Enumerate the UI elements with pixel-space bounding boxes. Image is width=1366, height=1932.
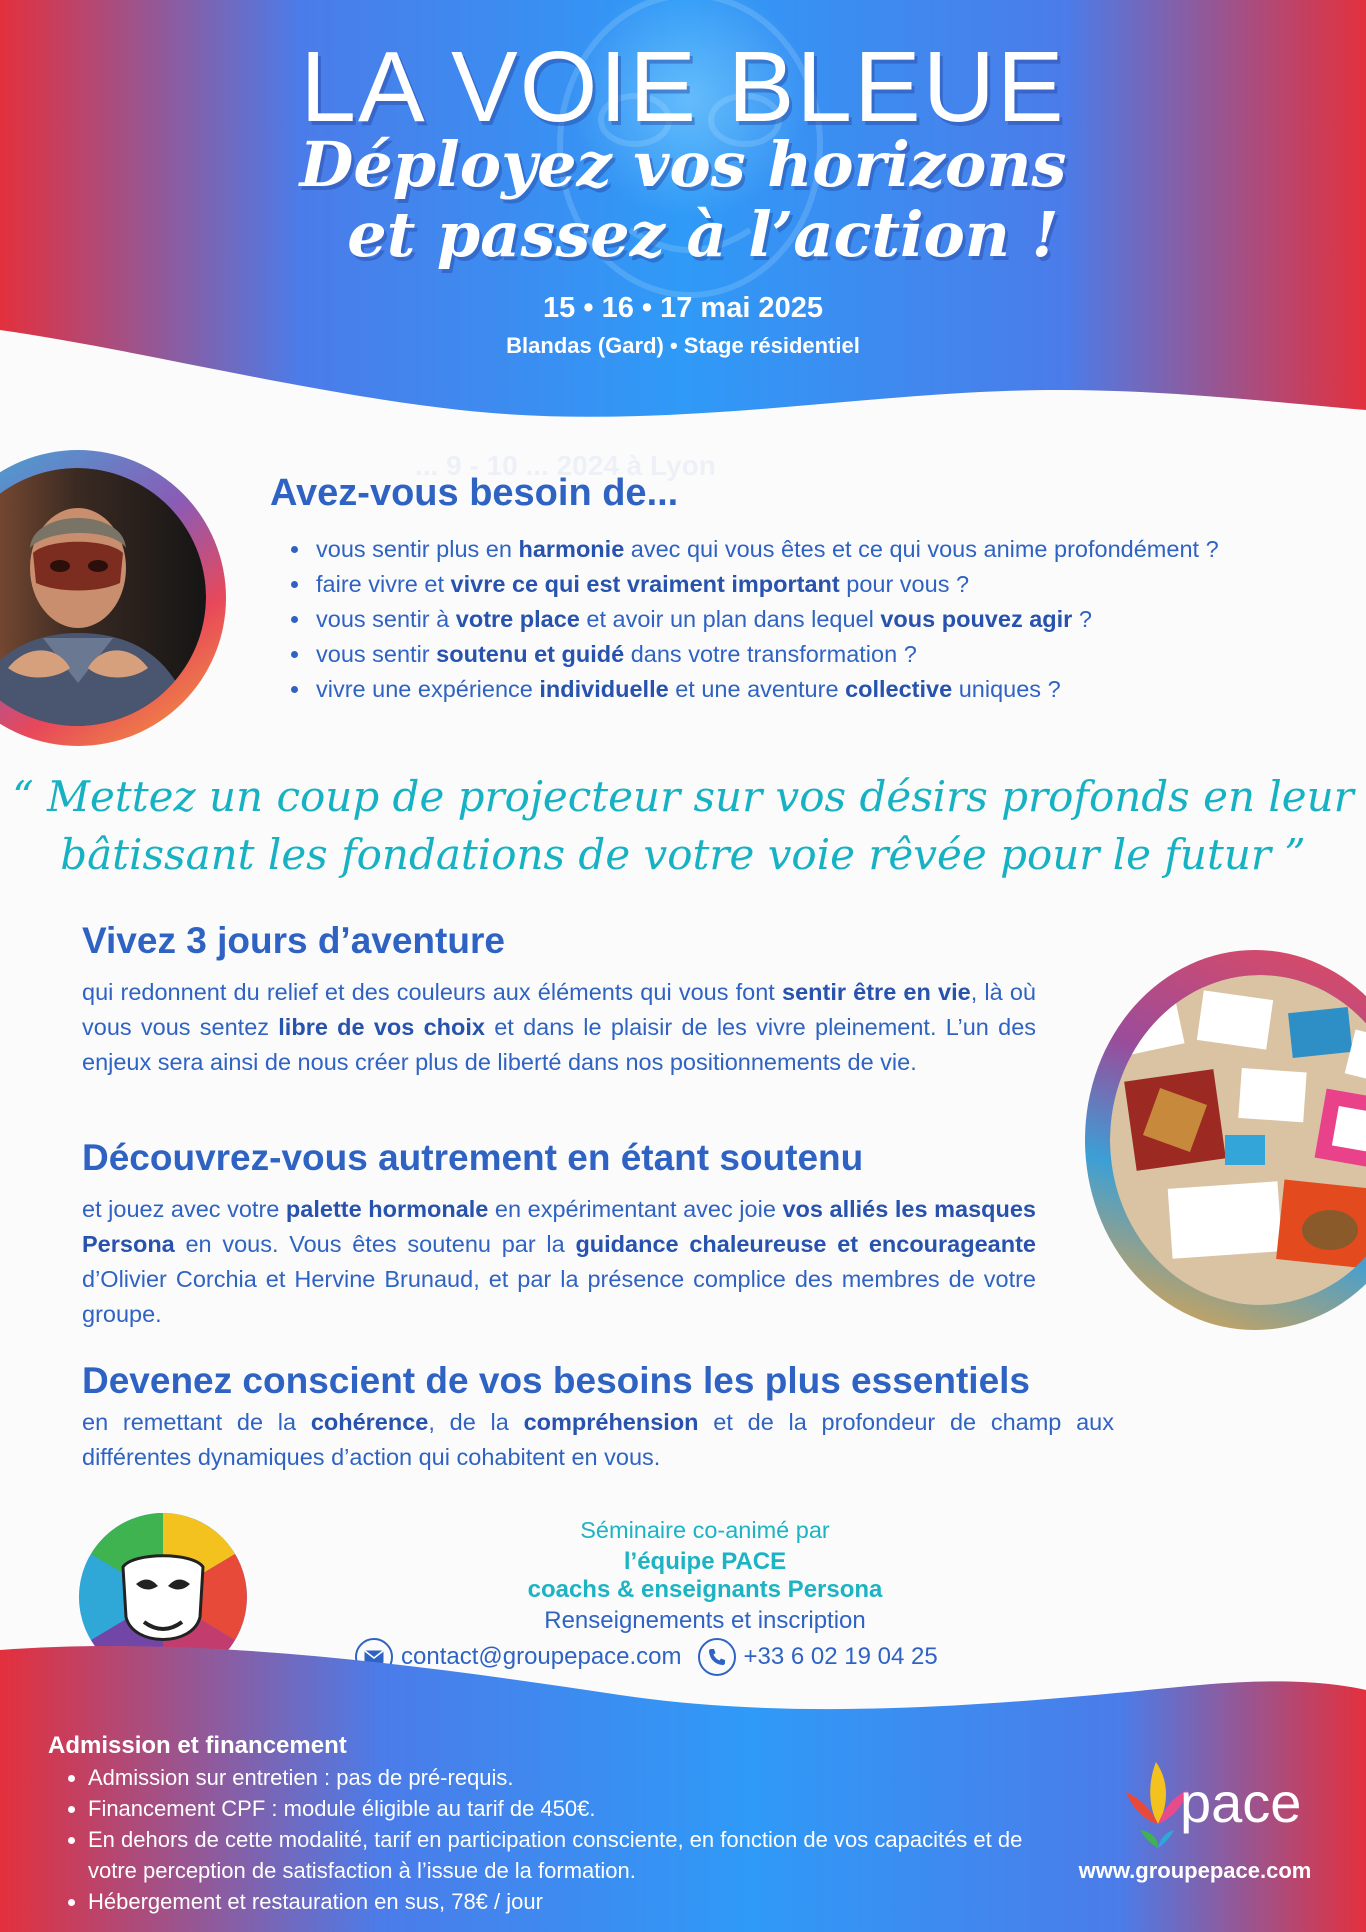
emphasis-text: vous pouvez agir xyxy=(880,606,1073,632)
quote-line-2: bâtissant les fondations de votre voie rêvée pour le futur ” xyxy=(60,830,1306,879)
section-discover-text xyxy=(82,1192,1036,1332)
admission-list xyxy=(48,1762,1048,1917)
text-run: et avoir un plan dans lequel xyxy=(579,606,881,632)
pace-logo-text: pace xyxy=(1180,1771,1302,1834)
needs-item xyxy=(312,532,1340,567)
text-run: dans votre transformation ? xyxy=(624,641,917,667)
section-discover-heading: Découvrez-vous autrement en étant soutenu xyxy=(82,1137,864,1178)
admission-item: • Admission sur entretien : pas de pré-requis. xyxy=(88,1762,1048,1793)
seminar-team: l’équipe PACE xyxy=(623,1548,787,1575)
admission-heading: Admission et financement xyxy=(48,1732,347,1759)
emphasis-text: soutenu et guidé xyxy=(436,641,625,667)
text-run: en expérimentant avec joie xyxy=(488,1196,783,1222)
emphasis-text: libre de vos choix xyxy=(278,1014,485,1040)
needs-list xyxy=(270,532,1340,707)
needs-item xyxy=(312,567,1340,602)
emphasis-text: cohérence xyxy=(310,1409,429,1435)
text-run: faire vivre et xyxy=(316,571,451,597)
text-run: uniques ? xyxy=(952,676,1061,702)
text-run: , de la xyxy=(428,1409,524,1435)
admission-item: • Hébergement et restauration en sus, 78€ / jour xyxy=(88,1886,1048,1917)
contact-phone-link[interactable]: +33 6 02 19 04 25 xyxy=(743,1643,938,1670)
emphasis-text: compréhension xyxy=(523,1409,699,1435)
text-run: et une aventure xyxy=(668,676,846,702)
tagline-line-1: Déployez vos horizons xyxy=(299,128,1067,201)
text-run: qui redonnent du relief et des couleurs aux éléments qui vous font xyxy=(82,979,782,1005)
emphasis-text: individuelle xyxy=(539,676,669,702)
text-run: d’Olivier Corchia et Hervine Brunaud, et par la présence complice des membres de votre groupe. xyxy=(82,1266,1036,1327)
emphasis-text: vos alliés les masques Persona xyxy=(82,1196,1036,1257)
tagline-line-2: et passez à l’action ! xyxy=(347,198,1059,271)
text-run: avec qui vous êtes et ce qui vous anime profondément ? xyxy=(624,536,1219,562)
emphasis-text: guidance chaleureuse et encourageante xyxy=(575,1231,1036,1257)
emphasis-text: collective xyxy=(845,676,953,702)
text-run: , là où vous vous sentez xyxy=(82,979,1036,1040)
emphasis-text: sentir être en vie xyxy=(782,979,971,1005)
text-run: vous sentir à xyxy=(316,606,456,632)
text-run: vous sentir xyxy=(316,641,437,667)
emphasis-text: palette hormonale xyxy=(285,1196,489,1222)
admission-item: • Financement CPF : module éligible au tarif de 450€. xyxy=(88,1793,1048,1824)
emphasis-text: votre place xyxy=(455,606,580,632)
emphasis-text: harmonie xyxy=(518,536,625,562)
seminar-info-label: Renseignements et inscription xyxy=(544,1607,866,1634)
section-adventure-text xyxy=(82,975,1036,1080)
text-run: en vous. Vous êtes soutenu par la xyxy=(174,1231,576,1257)
text-run: pour vous ? xyxy=(839,571,970,597)
text-run: en remettant de la xyxy=(82,1409,311,1435)
text-run: et de la profondeur de champ aux différentes dynamiques d’action qui cohabitent en vous. xyxy=(82,1409,1115,1470)
pace-logo xyxy=(1118,1752,1338,1852)
page-title: LA VOIE BLEUE xyxy=(300,31,1066,143)
text-run: vous sentir plus en xyxy=(316,536,519,562)
contact-email-link[interactable]: contact@groupepace.com xyxy=(401,1643,682,1670)
seminar-intro: Séminaire co-animé par xyxy=(580,1517,830,1543)
website-link[interactable]: www.groupepace.com xyxy=(1078,1858,1312,1883)
needs-item xyxy=(312,672,1340,707)
needs-item xyxy=(312,602,1340,637)
section-needs-text xyxy=(82,1405,1114,1475)
needs-item xyxy=(312,637,1340,672)
admission-item: • En dehors de cette modalité, tarif en participation consciente, en fonction de vos capacités et de votre perception de satisfaction à l’issue de la formation. xyxy=(88,1824,1048,1886)
text-run: et dans le plaisir de les vivre pleinement. L’un des enjeux sera ainsi de nous créer plus de liberté dans nos positionnements de vie. xyxy=(82,1014,1037,1075)
needs-heading: Avez-vous besoin de... xyxy=(270,472,679,514)
text-run: vivre une expérience xyxy=(316,676,540,702)
faded-background-text: ... 9 - 10 ... 2024 à Lyon xyxy=(415,450,716,481)
quote-line-1: “ Mettez un coup de projecteur sur vos désirs profonds en leur xyxy=(12,772,1354,821)
text-run: ? xyxy=(1072,606,1092,632)
emphasis-text: vivre ce qui est vraiment important xyxy=(450,571,840,597)
event-dates: 15 • 16 • 17 mai 2025 xyxy=(543,292,823,324)
section-needs-heading: Devenez conscient de vos besoins les plus essentiels xyxy=(82,1360,1030,1401)
seminar-coaches: coachs & enseignants Persona xyxy=(527,1576,883,1603)
section-adventure-heading: Vivez 3 jours d’aventure xyxy=(82,920,505,961)
event-location: Blandas (Gard) • Stage résidentiel xyxy=(506,333,860,358)
text-run: et jouez avec votre xyxy=(82,1196,286,1222)
